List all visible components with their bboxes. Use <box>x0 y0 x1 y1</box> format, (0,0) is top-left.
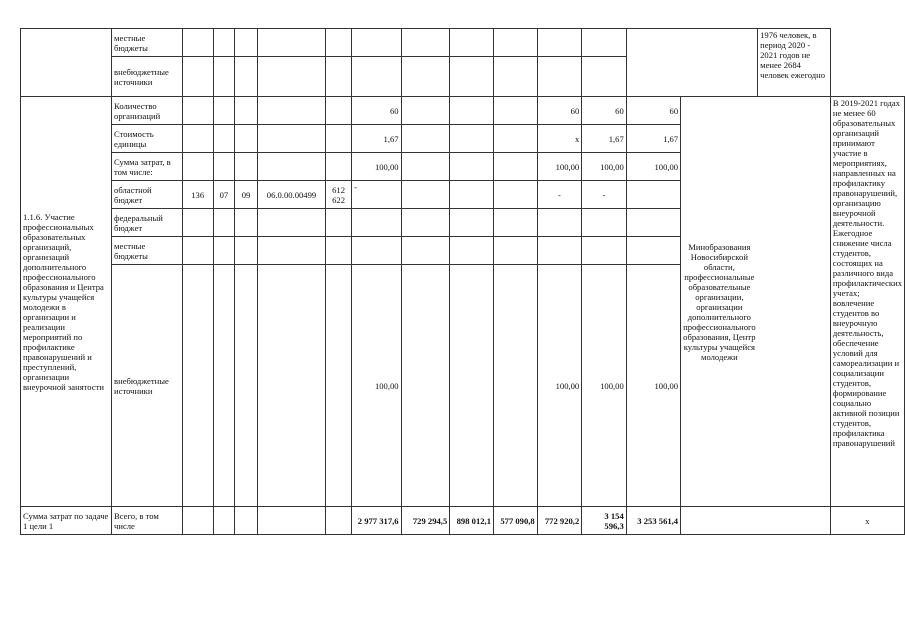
value-2024: 60 <box>582 97 627 125</box>
total-result: x <box>830 507 904 535</box>
row-label: Стоимость единицы <box>112 125 183 153</box>
row-label: внебюджетные источники <box>112 265 183 507</box>
total-label: Всего, в том числе <box>112 507 183 535</box>
row-label: Количество организаций <box>112 97 183 125</box>
row-label: местные бюджеты <box>112 237 183 265</box>
row-label: федеральный бюджет <box>112 209 183 237</box>
total-2019: 2 977 317,6 <box>352 507 401 535</box>
event-executor: Минобразования Новосибирской области, профессиональные образовательные организации, организации дополнительного профессионального образования, Центр культуры учащейся молодежи <box>681 97 758 507</box>
total-2025: 3 253 561,4 <box>626 507 680 535</box>
csr-code: 06.0.00.00499 <box>257 181 325 209</box>
table-row: областной бюджет 136 07 09 06.0.00.00499 612 622 - - - <box>21 181 905 209</box>
value-2023: 60 <box>537 97 582 125</box>
pr-code: 09 <box>235 181 258 209</box>
total-row <box>21 507 905 535</box>
table-row <box>21 29 905 57</box>
value-2019: 60 <box>352 97 401 125</box>
total-name: Сумма затрат по задаче 1 цели 1 <box>21 507 112 535</box>
total-2020: 729 294,5 <box>401 507 450 535</box>
event-result: В 2019-2021 годах не менее 60 образовательных организаций принимают участие в мероприятиях, направленных на профилактику правонарушений, организацию внеурочной деятельности. Ежегодное снижение числа студентов, состоящих на различного вида профилактических учетах; вовлечение студентов во внеурочную деятельность, обеспечение условий для самореализации и социализации студентов, формирование социально активной позиции студентов, профилактика правонарушений <box>830 97 904 507</box>
row-label: местные бюджеты <box>112 29 183 57</box>
table-row <box>21 97 905 125</box>
value-2025: 60 <box>626 97 680 125</box>
vr-code: 612 622 <box>325 181 351 209</box>
row-label: внебюджетные источники <box>112 57 183 97</box>
total-2022: 577 090,8 <box>493 507 537 535</box>
table-row: внебюджетные источники 100,00 100,00 100,00 100,00 <box>21 265 905 507</box>
event-name: 1.1.6. Участие профессиональных образовательных организаций, организаций дополнительного профессионального образования и Центра культуры учащейся молодежи в организации и реализации мероприятий по профилактике правонарушений и преступлений, организации внеурочной занятости <box>21 97 112 507</box>
rz-code: 07 <box>213 181 234 209</box>
total-2023: 772 920,2 <box>537 507 582 535</box>
cont-result-cell: 1976 человек, в период 2020 - 2021 годов не менее 2684 человек ежегодно <box>758 29 831 97</box>
total-2021: 898 012,1 <box>450 507 494 535</box>
row-label: областной бюджет <box>112 181 183 209</box>
total-2024: 3 154 596,3 <box>582 507 627 535</box>
table-row: Стоимость единицы 1,67 x 1,67 1,67 <box>21 125 905 153</box>
row-label: Сумма затрат, в том числе: <box>112 153 183 181</box>
budget-table <box>20 28 905 535</box>
cont-event-cell <box>21 29 112 97</box>
cont-executor-cell <box>626 29 680 97</box>
grbs-code: 136 <box>182 181 213 209</box>
table-row: Сумма затрат, в том числе: 100,00 100,00 100,00 100,00 <box>21 153 905 181</box>
budget-table-page <box>20 28 905 535</box>
